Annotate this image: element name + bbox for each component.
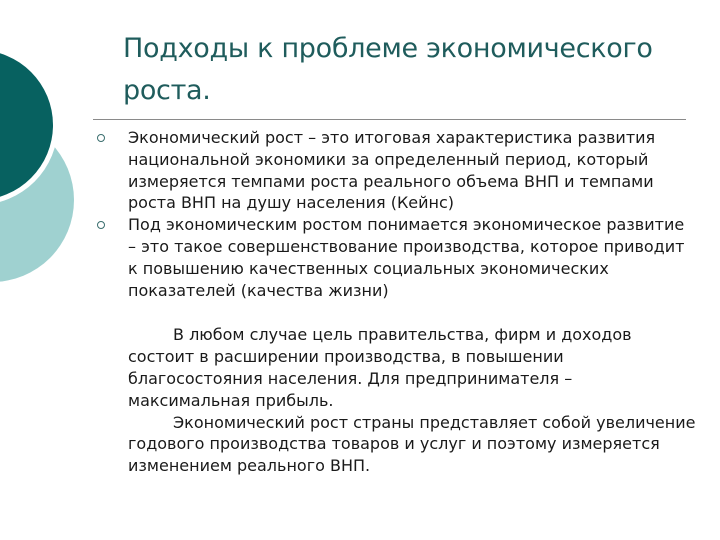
circle-bullet-icon <box>97 221 105 229</box>
bullet-text: Экономический рост – это итоговая характеристика развития национальной экономики за определенный период, который измеряется темпами роста реального объема ВНП и темпами роста ВНП на душу населения (Кейнс) <box>128 128 656 213</box>
title-divider <box>93 119 686 120</box>
slide-title: Подходы к проблеме экономического роста. <box>123 33 653 106</box>
circle-bullet-icon <box>97 134 105 142</box>
bullet-item <box>97 214 697 301</box>
body-paragraph: Экономический рост страны представляет собой увеличение годового производства товаров и услуг и поэтому измеряется изменением реального ВНП. <box>128 412 696 476</box>
slide-body <box>97 127 697 477</box>
body-paragraph: В любом случае цель правительства, фирм и доходов состоит в расширении производства, в повышении благосостояния населения. Для предпринимателя – максимальная прибыль. <box>128 325 632 410</box>
bullet-text: Под экономическим ростом понимается экономическое развитие – это такое совершенствование производства, которое приводит к повышению качественных социальных экономических показателей (качества жизни) <box>128 215 685 300</box>
bullet-item <box>97 127 697 214</box>
